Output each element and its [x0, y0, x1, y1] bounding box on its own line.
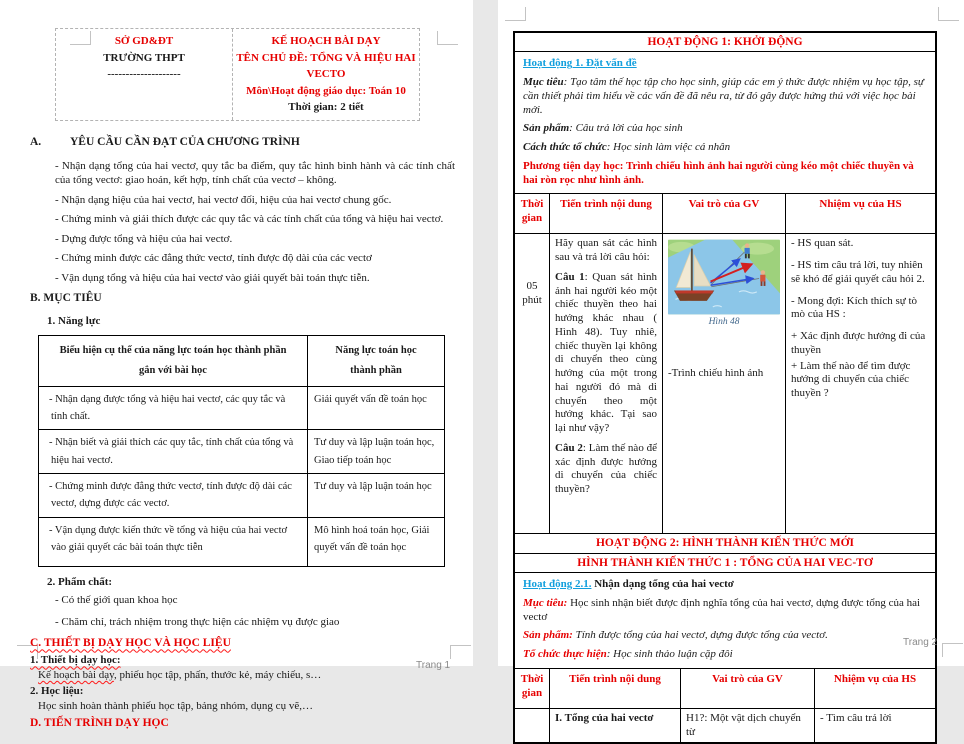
- plan-title: KẾ HOẠCH BÀI DẠY: [271, 35, 381, 47]
- teacher-note: -Trình chiếu hình ảnh: [668, 367, 764, 380]
- document-page-2: [498, 0, 964, 738]
- question-2-text: : Làm thế nào để xác định được hướng di chuyển của chiếc thuyền?: [555, 441, 658, 496]
- bullet-item: - Nhận dạng hiệu của hai vectơ, hai vectơ đối, hiệu của hai vectơ chung gốc.: [55, 193, 392, 206]
- subject-line: Môn\Hoạt động giáo dục: Toán 10: [246, 84, 406, 97]
- figure-caption: Hình 48: [708, 317, 740, 328]
- table-row: [39, 430, 445, 474]
- activity1-product: [523, 122, 927, 136]
- section-b-heading: B. MỤC TIÊU: [30, 292, 102, 305]
- bullet-item: - Dựng được tổng và hiệu của hai vectơ.: [55, 232, 233, 245]
- question-2-label: Câu 2: [555, 441, 583, 454]
- equipment-subheading-text: 1. Thiết bị dạy học:: [30, 654, 121, 667]
- competency-col1-header: Biểu hiện cụ thể của năng lực toán học thành phần gắn với bài học: [39, 335, 308, 386]
- product-text: Tính được tổng của hai vectơ, dựng được tổng của vectơ.: [572, 629, 828, 642]
- table-cell: - Nhận dạng được tổng và hiệu hai vectơ, các quy tắc và tính chất.: [39, 386, 308, 430]
- product-label: Sản phẩm:: [523, 629, 573, 642]
- activity2-product: [523, 629, 927, 643]
- goal-text: : Tạo tâm thế học tập cho học sinh, giúp các em ý thức được nhiệm vụ học tập, sự cần thiết phải tìm hiểu về các vấn đề đã nêu ra, từ đó gây được hứng thú với việc học bài mới.: [523, 76, 924, 116]
- activity1-info-cell: [515, 52, 935, 193]
- duration-line: Thời gian: 2 tiết: [288, 101, 364, 113]
- header-department: SỞ GD&ĐT: [114, 35, 174, 47]
- time-cell: 05 phút: [515, 234, 550, 533]
- content-cell: [550, 234, 663, 533]
- goal-label: Mục tiêu: [523, 76, 564, 89]
- activity2-banner: HOẠT ĐỘNG 2: HÌNH THÀNH KIẾN THỨC MỚI: [515, 533, 935, 553]
- qualities-list: [55, 593, 473, 629]
- activity2-info-cell: [515, 573, 938, 668]
- col-header-time: Thời gian: [515, 194, 550, 234]
- section-a-heading: [30, 135, 473, 150]
- activity1-banner: HOẠT ĐỘNG 1: KHỞI ĐỘNG: [515, 33, 935, 52]
- header-divider-dashes: --------------------: [107, 68, 181, 80]
- section-a-bullets: [55, 159, 455, 286]
- document-page-1: [0, 0, 473, 729]
- bullet-item: - Chứng minh và giải thích được các quy tắc và các tính chất của tổng và hiệu hai vectơ.: [55, 213, 444, 226]
- organization-text: : Học sinh làm việc cá nhân: [606, 141, 731, 154]
- col-header-student: Nhiệm vụ của HS: [815, 669, 935, 709]
- competency-table: [38, 335, 445, 567]
- table-cell: Mô hình hoá toán học, Giải quyết vấn đề toán học: [308, 517, 445, 566]
- product-label: Sản phẩm: [523, 122, 570, 135]
- competency-col2-header: Năng lực toán học thành phần: [308, 335, 445, 386]
- activity1-goal: [523, 76, 927, 117]
- organization-label: Cách thức tổ chức: [523, 141, 607, 154]
- col-header-time: Thời gian: [515, 669, 550, 709]
- teacher-cell: [663, 234, 786, 533]
- organization-label: Tổ chức thực hiện: [523, 648, 607, 661]
- section-b-sub1: 1. Năng lực: [47, 315, 101, 328]
- document-header-table: [55, 28, 420, 121]
- activity1-detail-table: [515, 193, 935, 533]
- question-1: [555, 271, 657, 436]
- col-header-student: Nhiệm vụ của HS: [786, 194, 935, 234]
- table-row: [39, 386, 445, 430]
- activity1-organization: [523, 141, 927, 155]
- header-title-cell: [233, 29, 419, 120]
- goal-text: Học sinh nhận biết được định nghĩa tổng của hai vectơ, dựng được tổng của hai vectơ: [523, 596, 921, 623]
- equipment-lead: Kế hoạch bài dạy: [38, 668, 114, 681]
- col-header-teacher: Vai trò của GV: [681, 669, 815, 709]
- col-header-content: Tiến trình nội dung: [550, 194, 663, 234]
- student-task: + Làm thế nào để tìm được hướng di chuyển của chiếc thuyền ?: [791, 359, 911, 400]
- organization-text: : Học sinh thảo luận cặp đôi: [606, 648, 733, 661]
- materials-subheading: 2. Học liệu:: [30, 685, 84, 698]
- goal-label: Mục tiêu:: [523, 596, 568, 609]
- activity2-goal: [523, 597, 927, 625]
- knowledge1-banner: HÌNH THÀNH KIẾN THỨC 1 : TỔNG CỦA HAI VEC-TƠ: [515, 554, 935, 573]
- quality-item: - Chăm chỉ, trách nhiệm trong thực hiện các nhiệm vụ được giao: [55, 615, 340, 628]
- table-cell: Tư duy và lập luận toán học: [308, 474, 445, 518]
- activity2-title: [523, 578, 927, 592]
- question-2: [555, 442, 657, 497]
- table-row: [39, 474, 445, 518]
- equipment-text: [38, 668, 473, 683]
- student-cell: [786, 234, 935, 533]
- figure-48: [668, 239, 780, 329]
- materials-text: Học sinh hoàn thành phiếu học tập, bảng nhóm, dụng cụ vẽ,…: [38, 699, 313, 712]
- time-cell: [515, 709, 550, 743]
- quality-item: - Có thế giới quan khoa học: [55, 594, 178, 607]
- margin-mark-icon: [942, 643, 963, 657]
- table-header-row: [39, 335, 445, 386]
- activity2-detail-table: [515, 668, 935, 743]
- teacher-cell: H1?: Một vật dịch chuyển từ: [681, 709, 815, 743]
- table-cell: - Vận dụng được kiến thức về tổng và hiệu của hai vectơ vào giải quyết các bài toán thực tiễn: [39, 517, 308, 566]
- section-d-heading: D. TIẾN TRÌNH DẠY HỌC: [30, 716, 169, 729]
- student-cell: - Tìm câu trả lời: [820, 711, 892, 724]
- activity2-title-blue: Hoạt động 2.1.: [523, 578, 592, 591]
- table-cell: - Chứng minh được đẳng thức vectơ, tính được độ dài các vectơ, dựng được các vectơ.: [39, 474, 308, 518]
- equipment-rest: , phiếu học tập, phấn, thước kẻ, máy chiếu, s…: [113, 668, 322, 681]
- table-cell: Tư duy và lập luận toán học, Giao tiếp toán học: [308, 430, 445, 474]
- table-row: [39, 517, 445, 566]
- activity1-media: [523, 160, 927, 188]
- student-task: - HS quan sát.: [791, 237, 854, 250]
- boat-illustration: [668, 239, 780, 315]
- media-text: Trình chiếu hình ảnh hai người cùng kéo một chiếc thuyền và hai ròn rọc như hình ảnh.: [523, 159, 914, 186]
- content-cell: I. Tổng của hai vectơ: [550, 709, 681, 743]
- student-task: - HS tìm câu trả lời, tuy nhiên sẽ khó để giải quyết câu hỏi 2.: [791, 259, 925, 285]
- lesson-activities-table: [513, 31, 937, 744]
- content-intro: Hãy quan sát các hình sau và trả lời câu hỏi:: [555, 237, 657, 264]
- section-b-sub2: 2. Phẩm chất:: [47, 575, 113, 588]
- table-cell: - Nhận biết và giải thích các quy tắc, tính chất của tổng và hiệu hai vectơ.: [39, 430, 308, 474]
- media-label: Phương tiện dạy học:: [523, 159, 624, 172]
- header-school-cell: [56, 29, 233, 120]
- activity1-title: [523, 57, 927, 71]
- page-number: Trang 1: [416, 660, 451, 671]
- student-task: - Mong đợi: Kích thích sự tò mò của HS :: [791, 294, 918, 321]
- section-a-label: A.: [30, 135, 42, 148]
- table-cell: Giải quyết vấn đề toán học: [308, 386, 445, 430]
- margin-mark-icon: [505, 7, 526, 21]
- col-header-teacher: Vai trò của GV: [663, 194, 786, 234]
- activity2-organization: [523, 648, 927, 662]
- bullet-item: - Vận dụng tổng và hiệu của hai vectơ vào giải quyết bài toán thực tiễn.: [55, 271, 370, 284]
- activity2-title-black: Nhận dạng tổng của hai vectơ: [591, 578, 734, 591]
- bullet-item: - Chứng minh được các đẳng thức vectơ, tính được độ dài của các vectơ: [55, 252, 372, 265]
- question-1-text: : Quan sát hình ảnh hai người kéo một chiếc thuyền theo hai hướng khác nhau ( Hình 48). Tuy nhiê, chiếc thuyền lại không di chuyển theo cùng hướng của một trong hai người đó mà di chuyển theo một hướng khác. Tại sao lại như vậy?: [555, 270, 657, 435]
- page-number: Trang 2: [903, 637, 938, 648]
- section-c-heading: C. THIẾT BỊ DẠY HỌC VÀ HỌC LIỆU: [30, 637, 231, 650]
- margin-mark-icon: [938, 7, 959, 21]
- page1-content: [0, 28, 473, 729]
- bullet-item: - Nhận dạng tổng của hai vectơ, quy tắc ba điểm, quy tắc hình bình hành và các tính chất của tổng vectơ: giao hoán, kết hợp, tính chất của vectơ – không.: [55, 159, 455, 187]
- question-1-label: Câu 1: [555, 270, 585, 283]
- header-school: TRƯỜNG THPT: [103, 51, 185, 64]
- student-task: + Xác định được hướng đi của thuyền: [791, 330, 926, 356]
- topic-title: TÊN CHỦ ĐỀ: TỔNG VÀ HIỆU HAI VECTO: [236, 51, 416, 80]
- equipment-subheading: [30, 653, 473, 668]
- activity1-title-text: Hoạt động 1. Đặt vấn đề: [523, 57, 637, 70]
- product-text: : Câu trả lời của học sinh: [569, 122, 683, 135]
- col-header-content: Tiến trình nội dung: [550, 669, 681, 709]
- section-a-title: YÊU CẦU CẦN ĐẠT CỦA CHƯƠNG TRÌNH: [70, 135, 300, 148]
